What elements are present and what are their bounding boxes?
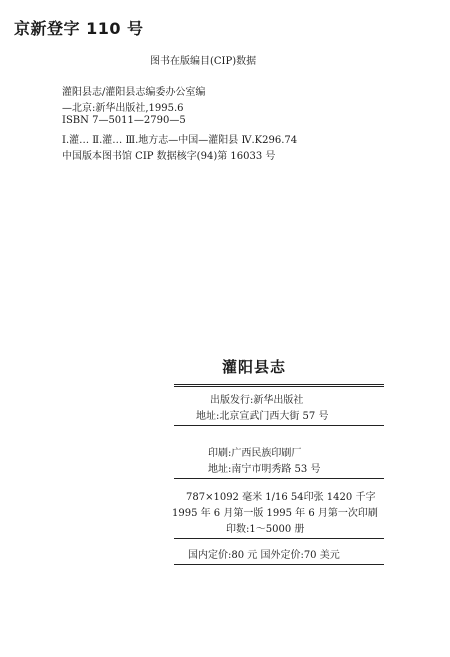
divider-price <box>174 564 384 565</box>
price: 国内定价:80 元 国外定价:70 美元 <box>188 550 340 561</box>
cip-line-classification: Ⅰ.灌… Ⅱ.灌… Ⅲ.地方志—中国—灌阳县 Ⅳ.K296.74 <box>62 135 298 146</box>
printer-name: 印刷:广西民族印刷厂 <box>208 448 302 459</box>
divider-title <box>174 384 384 387</box>
printer-address: 地址:南宁市明秀路 53 号 <box>208 464 321 475</box>
divider-publisher <box>174 425 384 426</box>
registration-number: 京新登字 110 号 <box>14 19 144 38</box>
cip-line-record-number: 中国版本图书馆 CIP 数据核字(94)第 16033 号 <box>62 151 276 162</box>
divider-printer <box>174 478 384 479</box>
publisher-name: 出版发行:新华出版社 <box>210 395 304 406</box>
cip-line-isbn: ISBN 7—5011—2790—5 <box>62 115 186 126</box>
cip-line-publisher: —北京:新华出版社,1995.6 <box>62 103 184 114</box>
book-title: 灌阳县志 <box>222 358 287 376</box>
cip-line-author: 灌阳县志/灌阳县志编委办公室编 <box>62 87 206 98</box>
print-run: 印数:1～5000 册 <box>226 524 305 535</box>
cip-heading: 图书在版编目(CIP)数据 <box>150 56 257 67</box>
edition-info: 1995 年 6 月第一版 1995 年 6 月第一次印刷 <box>172 508 378 519</box>
publisher-address: 地址:北京宣武门西大街 57 号 <box>196 411 329 422</box>
format-spec: 787×1092 毫米 1/16 54印张 1420 千字 <box>186 492 376 503</box>
divider-specs <box>174 538 384 539</box>
